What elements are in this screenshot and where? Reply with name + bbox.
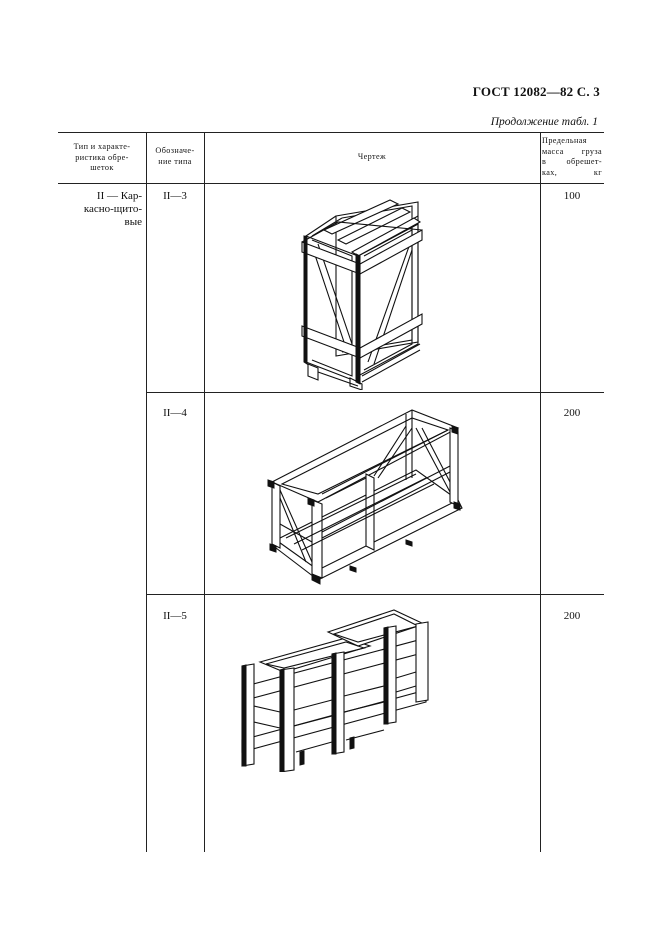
table-top-border — [58, 132, 604, 133]
row-divider-1 — [146, 392, 604, 393]
row-mass: 200 — [563, 407, 581, 419]
group-label: II — Кар- касно-щито- вые — [83, 190, 142, 228]
double-frame-crate-drawing — [240, 602, 436, 772]
col-divider-2 — [204, 132, 205, 852]
row-mass: 200 — [563, 610, 581, 622]
long-crate-drawing — [266, 398, 466, 588]
spec-table — [58, 132, 604, 852]
col-divider-1 — [146, 132, 147, 852]
row-divider-2 — [146, 594, 604, 595]
row-designation: II—4 — [163, 407, 187, 419]
row-designation: II—5 — [163, 610, 187, 622]
header-bottom-border — [58, 183, 604, 184]
row-designation: II—3 — [163, 190, 187, 202]
header-designation: Обозначе- ние типа — [155, 146, 195, 166]
row-mass: 100 — [563, 190, 581, 202]
tall-crate-drawing — [298, 194, 448, 390]
page-header: ГОСТ 12082—82 С. 3 — [472, 84, 600, 99]
header-mass: Предельная масса груза в обрешет- ках, кг — [542, 136, 602, 177]
header-type: Тип и характе- ристика обре- шеток — [73, 142, 131, 172]
table-continuation-label: Продолжение табл. 1 — [490, 116, 598, 128]
col-divider-3 — [540, 132, 541, 852]
header-drawing: Чертеж — [357, 152, 387, 161]
